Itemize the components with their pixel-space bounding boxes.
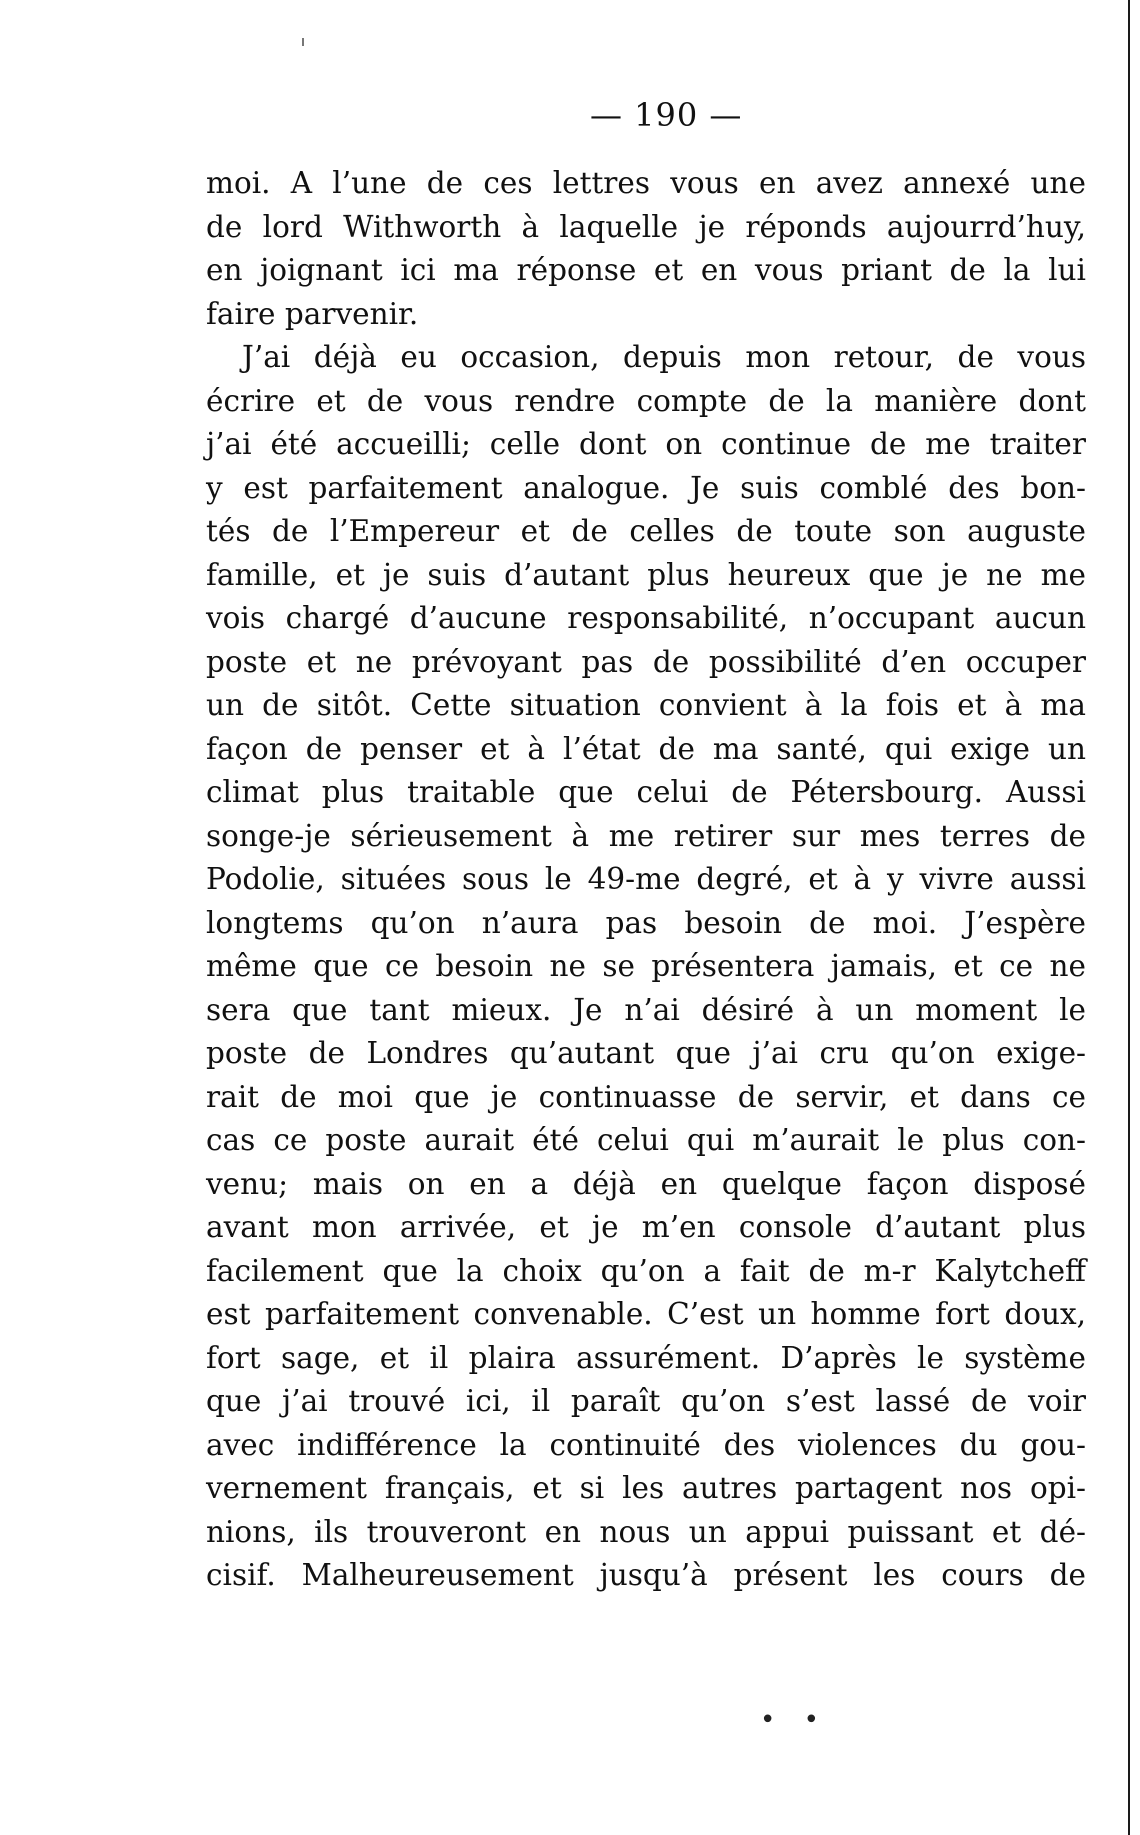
text-line: nions, ils trouveront en nous un appui puissant et dé-	[206, 1514, 1086, 1549]
page-number: — 190 —	[590, 96, 743, 134]
text-line: vernement français, et si les autres partagent nos opi-	[206, 1471, 1086, 1505]
footer-mark: • •	[760, 1705, 829, 1735]
page-edge-line	[1128, 0, 1130, 1835]
text-line: j’ai été accueilli; celle dont on continue de me traiter	[206, 427, 1086, 461]
text-line: cisif. Malheureusement jusqu’à présent les cours de	[206, 1558, 1086, 1592]
text-line: tés de l’Empereur et de celles de toute son auguste	[206, 514, 1086, 548]
text-line: J’ai déjà eu occasion, depuis mon retour, de vous	[242, 340, 1086, 374]
text-line: climat plus traitable que celui de Pétersbourg. Aussi	[206, 775, 1086, 809]
text-line: en joignant ici ma réponse et en vous priant de la lui	[206, 253, 1086, 287]
text-line: même que ce besoin ne se présentera jamais, et ce ne	[206, 949, 1086, 983]
text-line: longtems qu’on n’aura pas besoin de moi. J’espère	[206, 905, 1086, 940]
text-line: est parfaitement convenable. C’est un homme fort doux,	[206, 1297, 1086, 1331]
text-line: moi. A l’une de ces lettres vous en avez annexé une	[206, 166, 1086, 200]
text-line: écrire et de vous rendre compte de la manière dont	[206, 383, 1086, 418]
text-line: songe-je sérieusement à me retirer sur mes terres de	[206, 818, 1086, 853]
text-line: Podolie, situées sous le 49-me degré, et à y vivre aussi	[206, 862, 1086, 896]
text-line: poste et ne prévoyant pas de possibilité d’en occuper	[206, 644, 1086, 679]
text-line: un de sitôt. Cette situation convient à la fois et à ma	[206, 688, 1086, 722]
text-line: poste de Londres qu’autant que j’ai cru qu’on exige-	[206, 1036, 1086, 1070]
text-line: y est parfaitement analogue. Je suis comblé des bon-	[206, 470, 1086, 505]
text-line: façon de penser et à l’état de ma santé, qui exige un	[206, 731, 1086, 766]
text-line: cas ce poste aurait été celui qui m’aurait le plus con-	[206, 1123, 1086, 1157]
text-line: faire parvenir.	[206, 296, 419, 331]
text-line: venu; mais on en a déjà en quelque façon disposé	[206, 1166, 1086, 1201]
text-line: sera que tant mieux. Je n’ai désiré à un moment le	[206, 992, 1086, 1027]
text-line: de lord Withworth à laquelle je réponds aujourrd’huy,	[206, 209, 1086, 244]
body-text	[206, 162, 1086, 1598]
text-line: facilement que la choix qu’on a fait de m-r Kalytcheff	[206, 1253, 1086, 1288]
text-line: famille, et je suis d’autant plus heureux que je ne me	[206, 557, 1086, 592]
text-line: avec indifférence la continuité des violences du gou-	[206, 1427, 1086, 1462]
text-line: fort sage, et il plaira assurément. D’après le système	[206, 1340, 1086, 1375]
text-line: que j’ai trouvé ici, il paraît qu’on s’est lassé de voir	[206, 1384, 1086, 1418]
text-line: rait de moi que je continuasse de servir, et dans ce	[206, 1079, 1086, 1114]
margin-mark	[302, 38, 304, 46]
text-line: avant mon arrivée, et je m’en console d’autant plus	[206, 1210, 1086, 1244]
text-line: vois chargé d’aucune responsabilité, n’occupant aucun	[206, 601, 1086, 635]
